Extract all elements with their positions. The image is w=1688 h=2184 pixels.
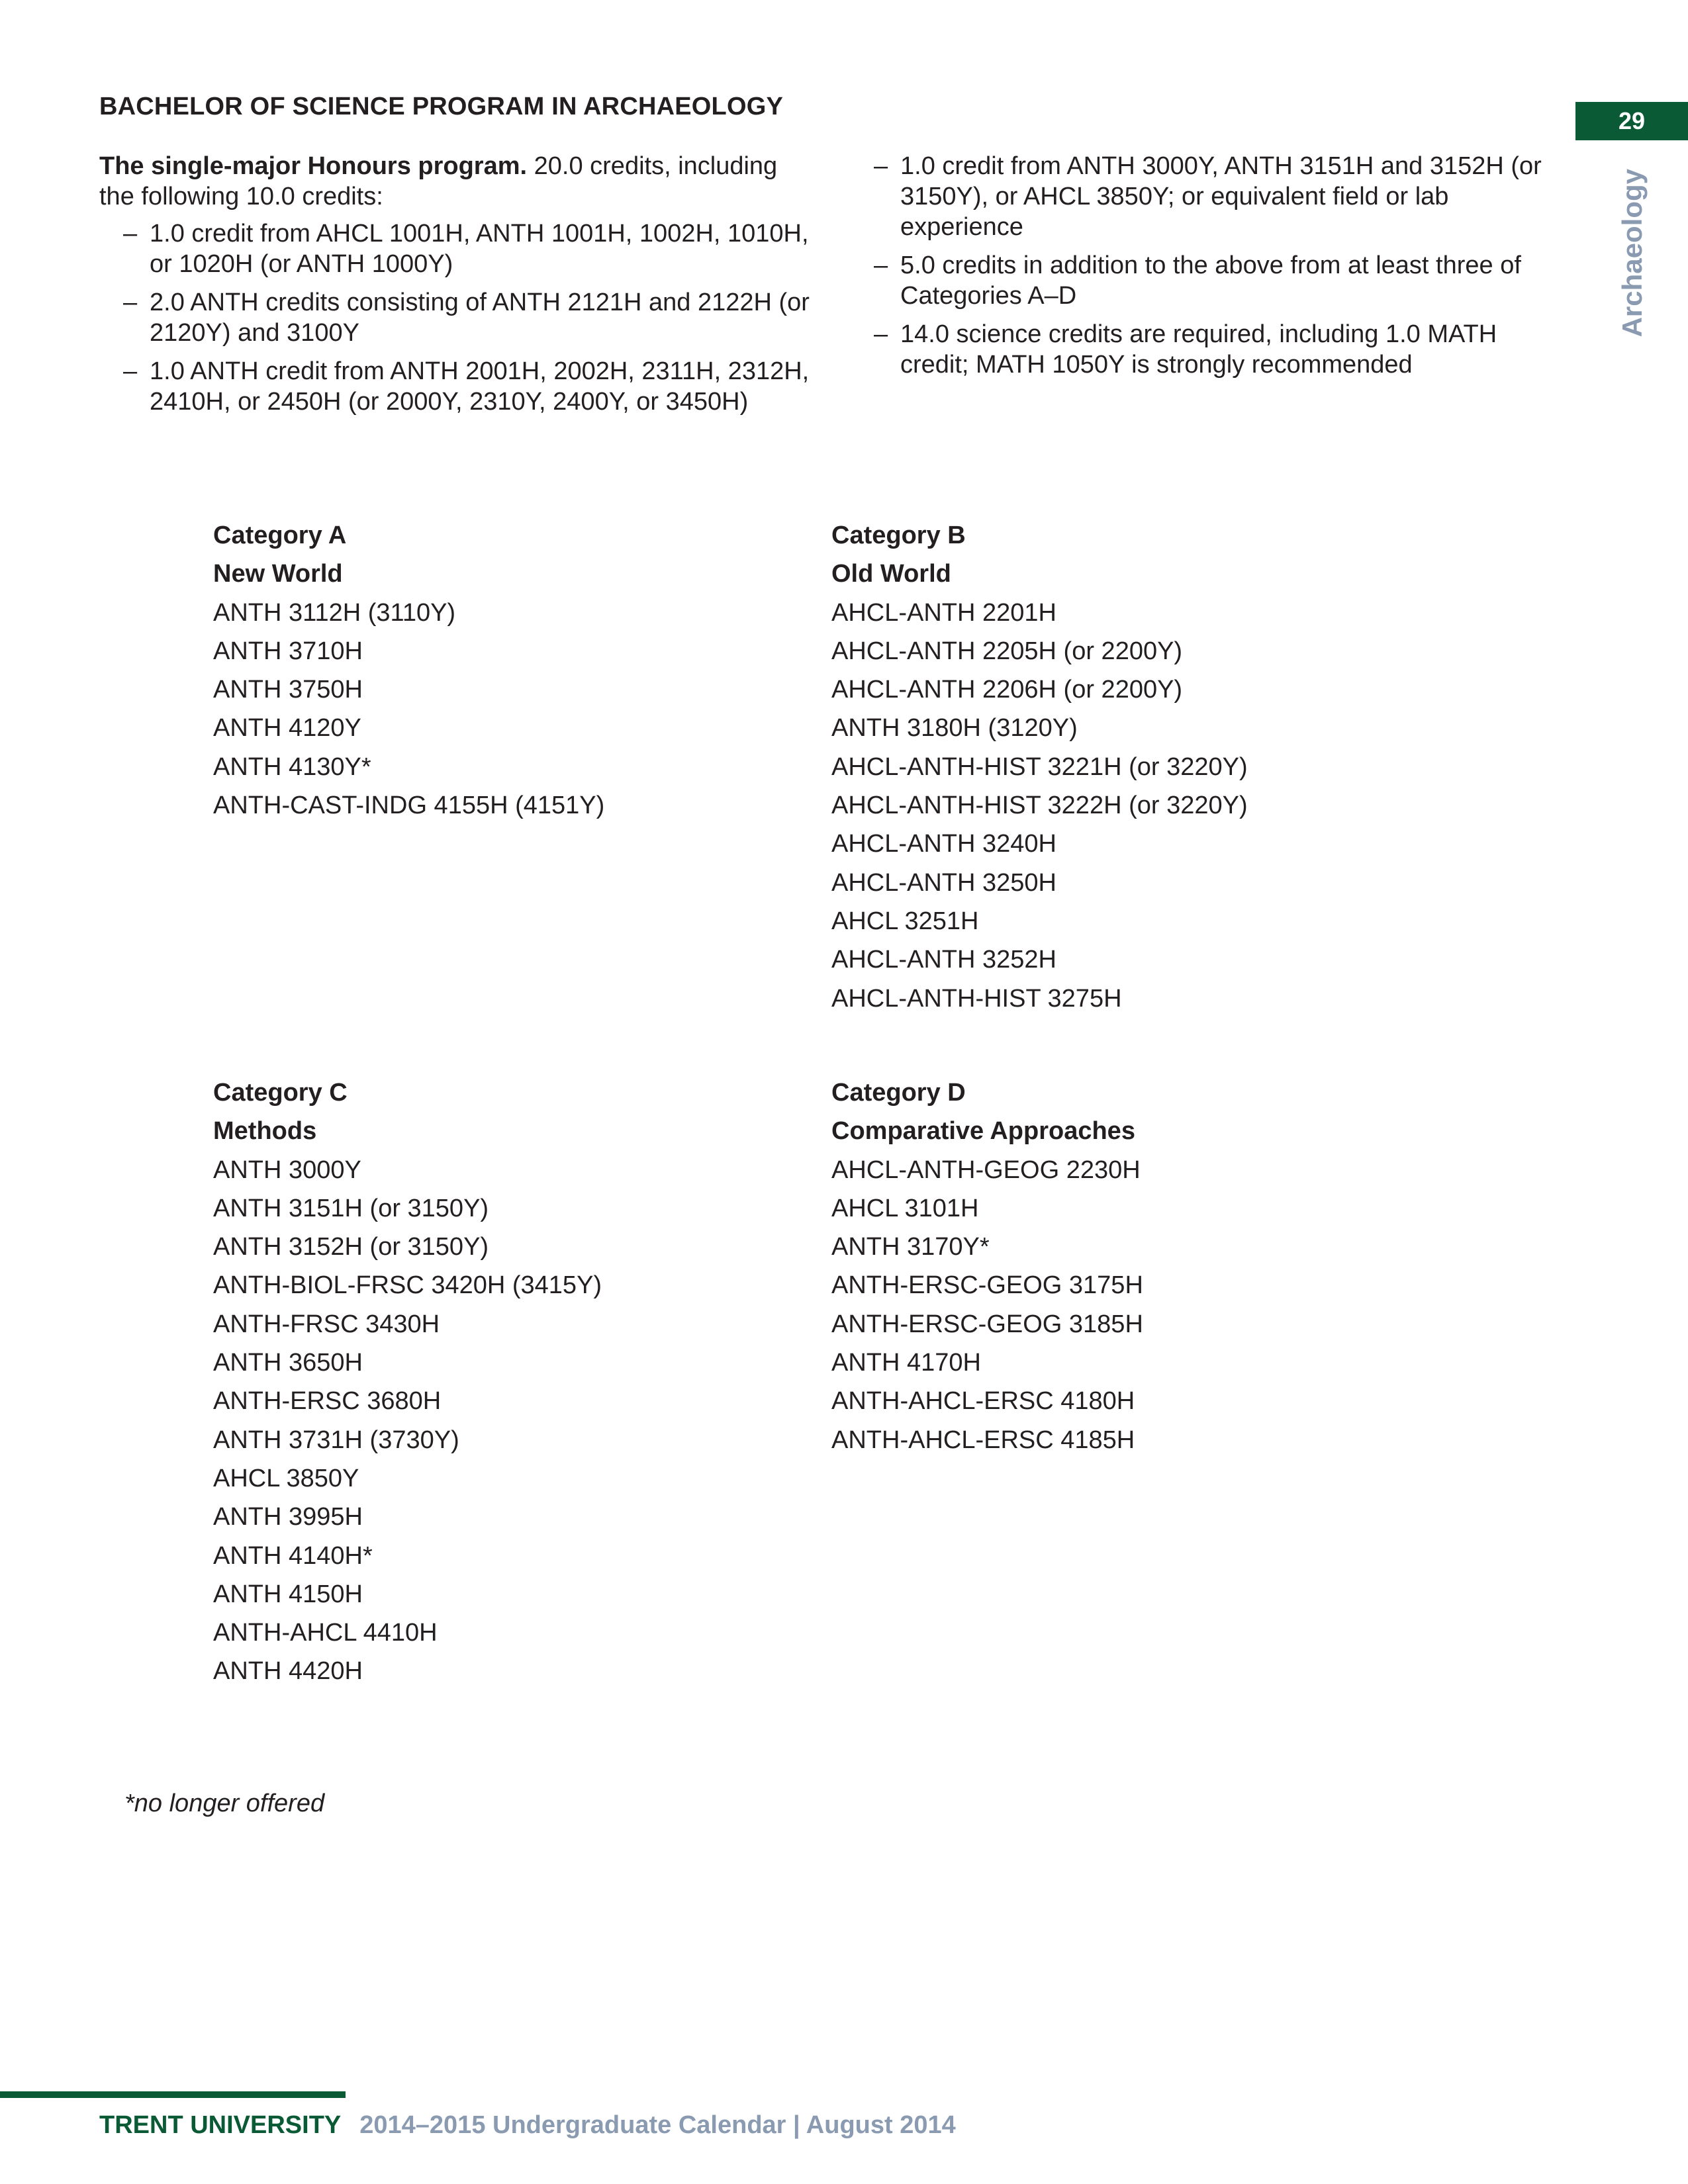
footnote: *no longer offered — [124, 1790, 325, 1817]
footer-calendar: 2014–2015 Undergraduate Calendar | August 2014 — [359, 2111, 956, 2139]
category-title: Category D — [831, 1079, 966, 1107]
course-item: ANTH 4120Y — [213, 714, 361, 743]
course-item: ANTH 3180H (3120Y) — [831, 714, 1078, 743]
course-item: AHCL 3850Y — [213, 1464, 359, 1492]
category-subtitle: Comparative Approaches — [831, 1117, 1135, 1146]
course-item: ANTH 3731H (3730Y) — [213, 1426, 459, 1454]
category-a — [213, 516, 604, 825]
requirements-list-right — [872, 151, 1568, 380]
course-list — [213, 594, 604, 825]
category-title: Category A — [213, 522, 347, 549]
category-subtitle: Methods — [213, 1117, 317, 1146]
course-item: ANTH 4420H — [213, 1657, 363, 1686]
course-item: ANTH 3152H (or 3150Y) — [213, 1233, 489, 1261]
program-intro — [99, 151, 811, 212]
section-side-label: Archaeology — [1617, 169, 1648, 338]
course-item: ANTH-AHCL 4410H — [213, 1619, 438, 1647]
course-item: ANTH 3112H (3110Y) — [213, 598, 456, 627]
course-item: AHCL-ANTH-GEOG 2230H — [831, 1156, 1141, 1184]
page-number-tab — [1575, 102, 1688, 140]
course-item: AHCL-ANTH 2206H (or 2200Y) — [831, 676, 1183, 704]
course-item: ANTH 3750H — [213, 676, 363, 704]
requirement-item: – 1.0 ANTH credit from ANTH 2001H, 2002H, 2311H, 2312H, 2410H, or 2450H (or 2000Y, 2310Y, 2400Y, or 3450H) — [99, 356, 811, 417]
footer-university: TRENT UNIVERSITY — [99, 2111, 342, 2139]
course-item: ANTH 3170Y* — [831, 1233, 990, 1261]
course-item: ANTH-AHCL-ERSC 4180H — [831, 1387, 1135, 1416]
program-intro-bold: The single-major Honours program. — [99, 152, 528, 180]
course-item: ANTH-FRSC 3430H — [213, 1310, 440, 1338]
page-number: 29 — [1618, 107, 1646, 134]
course-item: ANTH 3650H — [213, 1349, 363, 1377]
category-b — [831, 516, 1248, 1018]
course-item: ANTH 3151H (or 3150Y) — [213, 1194, 489, 1222]
requirements-right-column — [872, 151, 1568, 388]
category-subtitle: New World — [213, 560, 343, 588]
course-item: ANTH-BIOL-FRSC 3420H (3415Y) — [213, 1271, 602, 1300]
course-item: AHCL-ANTH-HIST 3221H (or 3220Y) — [831, 752, 1248, 781]
category-title: Category C — [213, 1079, 348, 1107]
course-item: ANTH 4170H — [831, 1349, 981, 1377]
course-list — [831, 1151, 1143, 1459]
course-item: ANTH 4150H — [213, 1580, 363, 1608]
course-item: AHCL-ANTH 3250H — [831, 868, 1056, 897]
course-item: AHCL 3101H — [831, 1194, 979, 1222]
page-footer — [99, 2111, 956, 2140]
program-intro-text: 20.0 credits, including the following 10.0 credits: — [99, 152, 778, 210]
category-c — [213, 1073, 602, 1691]
course-item: AHCL 3251H — [831, 907, 979, 935]
course-item: ANTH-AHCL-ERSC 4185H — [831, 1426, 1135, 1454]
course-list — [213, 1151, 602, 1691]
course-item: ANTH-ERSC 3680H — [213, 1387, 442, 1416]
course-item: AHCL-ANTH 2201H — [831, 598, 1056, 627]
requirement-item: – 1.0 credit from AHCL 1001H, ANTH 1001H, 1002H, 1010H, or 1020H (or ANTH 1000Y) — [99, 218, 811, 279]
page-heading: BACHELOR OF SCIENCE PROGRAM IN ARCHAEOLOGY — [99, 93, 784, 120]
course-item: AHCL-ANTH 3240H — [831, 830, 1056, 858]
course-item: ANTH-ERSC-GEOG 3185H — [831, 1310, 1143, 1338]
requirement-item: – 2.0 ANTH credits consisting of ANTH 2121H and 2122H (or 2120Y) and 3100Y — [99, 287, 811, 348]
course-item: AHCL-ANTH-HIST 3275H — [831, 984, 1122, 1013]
category-title: Category B — [831, 522, 966, 549]
requirement-item: – 14.0 science credits are required, including 1.0 MATH credit; MATH 1050Y is strongly recommended — [872, 319, 1568, 380]
course-item: ANTH-CAST-INDG 4155H (4151Y) — [213, 792, 605, 820]
category-d — [831, 1073, 1143, 1459]
course-item: AHCL-ANTH 2205H (or 2200Y) — [831, 637, 1183, 665]
course-item: ANTH 3995H — [213, 1503, 363, 1531]
course-item: ANTH 3000Y — [213, 1156, 361, 1184]
course-item: ANTH 4130Y* — [213, 752, 371, 781]
footer-rule — [0, 2091, 346, 2098]
requirement-item: – 1.0 credit from ANTH 3000Y, ANTH 3151H and 3152H (or 3150Y), or AHCL 3850Y; or equivalent field or lab experience — [872, 151, 1568, 242]
course-item: ANTH 4140H* — [213, 1541, 373, 1570]
requirements-list-left — [99, 218, 811, 417]
course-item: ANTH 3710H — [213, 637, 363, 665]
course-item: AHCL-ANTH-HIST 3222H (or 3220Y) — [831, 792, 1248, 820]
requirement-item: – 5.0 credits in addition to the above from at least three of Categories A–D — [872, 250, 1568, 311]
course-item: AHCL-ANTH 3252H — [831, 946, 1056, 974]
requirements-left-column — [99, 151, 811, 425]
course-list — [831, 594, 1248, 1018]
course-item: ANTH-ERSC-GEOG 3175H — [831, 1271, 1143, 1300]
category-subtitle: Old World — [831, 560, 951, 588]
